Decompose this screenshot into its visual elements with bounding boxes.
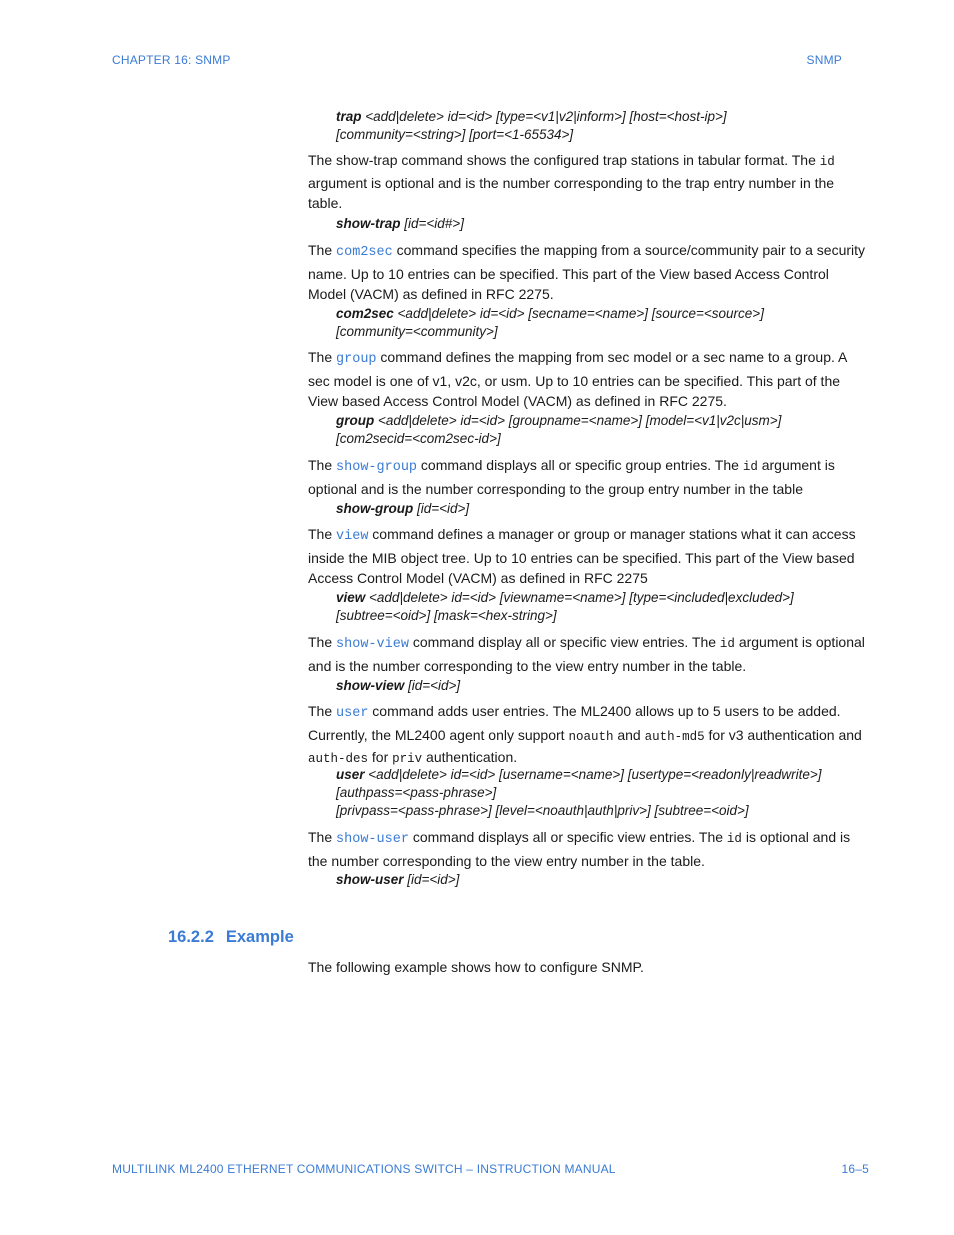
syntax-args: <add|delete> id=<id> [type=<v1|v2|inform>] [host=<host-ip>] [361, 109, 727, 124]
running-footer-title: MULTILINK ML2400 ETHERNET COMMUNICATIONS SWITCH – INSTRUCTION MANUAL [112, 1162, 616, 1176]
trap-syntax [336, 108, 871, 144]
syntax-args: [id=<id>] [404, 678, 461, 693]
syntax-keyword: show-trap [336, 216, 401, 231]
page-number: 16–5 [841, 1162, 869, 1176]
inline-code: id [719, 637, 735, 651]
inline-code: noauth [568, 729, 614, 744]
paragraph-text: command displays all or specific group entries. The [417, 457, 743, 473]
paragraph-text: argument is optional and is the number corresponding to the trap entry number in the table. [308, 174, 835, 211]
syntax-keyword: trap [336, 109, 362, 124]
paragraph-text: authentication. [422, 749, 518, 765]
inline-code: priv [392, 752, 423, 766]
syntax-args: <add|delete> id=<id> [username=<name>] [usertype=<readonly|readwrite>] [364, 767, 822, 782]
group-syntax [336, 412, 871, 448]
group-description [308, 347, 868, 412]
command-link: view [336, 529, 369, 544]
show-view-syntax [336, 677, 871, 695]
syntax-keyword: show-group [336, 501, 414, 516]
paragraph-text: The [308, 526, 337, 542]
example-intro: The following example shows how to configure SNMP. [308, 959, 644, 975]
section-title: Example [225, 928, 294, 946]
com2sec-syntax [336, 305, 871, 341]
show-view-description [308, 632, 868, 676]
paragraph-text: command defines a manager or group or manager stations what it can access inside the MIB object tree. Up to 10 entries can be specified. This part of the View based Access Control Model (VACM) as defined in RFC 2275 [308, 526, 856, 586]
paragraph-text: command defines the mapping from sec model or a sec name to a group. A sec model is one of v1, v2c, or usm. Up to 10 entries can be specified. This part of the View based Access Control Model (VACM) as defined in RFC 2275. [308, 349, 847, 409]
syntax-args: [id=<id>] [403, 872, 460, 887]
inline-code: id [819, 155, 835, 169]
syntax-args: <add|delete> id=<id> [secname=<name>] [source=<source>] [393, 306, 764, 321]
show-trap-syntax [336, 215, 871, 233]
paragraph-text: The [308, 242, 337, 258]
paragraph-text: The [308, 457, 337, 473]
paragraph-text: argument is optional and is the number corresponding to the view entry number in the table. [308, 634, 865, 674]
syntax-keyword: show-user [336, 872, 404, 887]
show-group-syntax [336, 500, 871, 518]
paragraph-text: command display all or specific view entries. The [408, 634, 720, 650]
command-link: show-view [336, 637, 409, 652]
syntax-keyword: view [336, 590, 366, 605]
paragraph-text: for [368, 749, 393, 765]
command-link: show-group [336, 460, 418, 475]
command-link: group [336, 352, 377, 367]
view-syntax [336, 589, 871, 625]
paragraph-text: command adds user entries. The ML2400 allows up to 5 users to be added. Currently, the ML2400 agent only support [308, 703, 841, 743]
paragraph-text: The [308, 634, 337, 650]
syntax-args: [id=<id#>] [400, 216, 464, 231]
paragraph-text: for v3 authentication and [704, 726, 862, 743]
user-description [308, 701, 868, 770]
inline-code: auth-des [308, 752, 369, 766]
section-number: 16.2.2 [168, 928, 214, 946]
show-trap-description [308, 150, 868, 214]
syntax-args: [privpass=<pass-phrase>] [level=<noauth|auth|priv>] [subtree=<oid>] [336, 803, 749, 818]
syntax-args: [authpass=<pass-phrase>] [336, 785, 497, 800]
user-syntax [336, 766, 871, 820]
syntax-args: [community=<string>] [port=<1-65534>] [336, 127, 574, 142]
paragraph-text: The [308, 703, 337, 719]
paragraph-text: command displays all or specific view entries. The [408, 829, 727, 845]
running-header-section: SNMP [806, 53, 842, 67]
command-link: com2sec [336, 245, 393, 260]
syntax-args: <add|delete> id=<id> [viewname=<name>] [type=<included|excluded>] [365, 590, 794, 605]
paragraph-text: argument is optional and is the number corresponding to the group entry number in the table [308, 457, 835, 497]
show-user-description [308, 827, 868, 871]
paragraph-text: and [613, 726, 645, 743]
syntax-args: [community=<community>] [336, 324, 498, 339]
command-link: user [336, 706, 369, 721]
inline-code: id [742, 460, 758, 474]
running-header-chapter: CHAPTER 16: SNMP [112, 53, 231, 67]
syntax-keyword: com2sec [336, 306, 394, 321]
command-link: show-user [336, 832, 409, 847]
section-heading [168, 928, 294, 947]
paragraph-text: The [308, 829, 337, 845]
syntax-keyword: user [336, 767, 365, 782]
inline-code: id [726, 832, 742, 846]
view-description [308, 524, 868, 589]
show-group-description [308, 455, 868, 499]
com2sec-description [308, 240, 868, 305]
syntax-keyword: group [336, 413, 375, 428]
syntax-args: [subtree=<oid>] [mask=<hex-string>] [336, 608, 557, 623]
syntax-args: [com2secid=<com2sec-id>] [336, 431, 501, 446]
paragraph-text: The [308, 349, 337, 365]
syntax-args: [id=<id>] [413, 501, 470, 516]
syntax-args: <add|delete> id=<id> [groupname=<name>] [model=<v1|v2c|usm>] [374, 413, 782, 428]
paragraph-text: is optional and is the number corresponding to the view entry number in the table. [308, 829, 851, 869]
syntax-keyword: show-view [336, 678, 405, 693]
paragraph-text: command specifies the mapping from a source/community pair to a security name. Up to 10 entries can be specified. This part of the View based Access Control Model (VACM) as defined in RFC 2275. [308, 242, 866, 302]
show-user-syntax [336, 871, 871, 889]
inline-code: auth-md5 [644, 729, 705, 744]
paragraph-text: The show-trap command shows the configured trap stations in tabular format. The [308, 152, 820, 168]
